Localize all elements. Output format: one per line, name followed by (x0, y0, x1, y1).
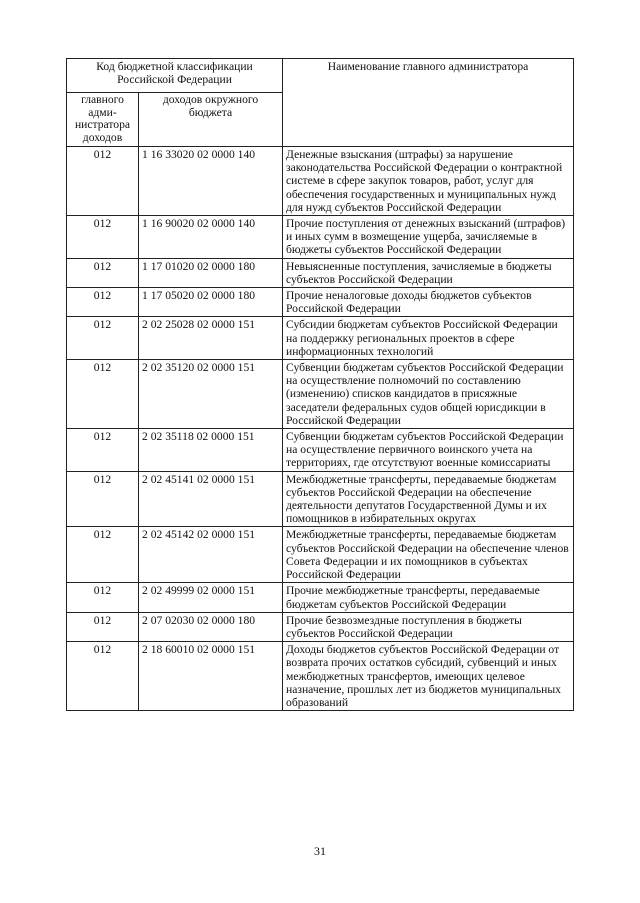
administrator-name-cell: Денежные взыскания (штрафы) за нарушение законодательства Российской Федерации о контрактной системе в сфере закупок товаров, работ, услуг для обеспечения государственных и муниципальных нужд для нужд субъектов Российской Федерации (283, 147, 574, 216)
header-district-budget-income: доходов окружного бюджета (139, 93, 283, 147)
administrator-name-cell: Субсидии бюджетам субъектов Российской Федерации на поддержку региональных проектов в сфере информационных технологий (283, 317, 574, 360)
admin-code-cell: 012 (67, 612, 139, 641)
table-row (67, 612, 574, 641)
budget-classification-table (66, 58, 574, 711)
table-row (67, 360, 574, 429)
income-code-cell: 2 18 60010 02 0000 151 (139, 642, 283, 711)
administrator-name-cell: Невыясненные поступления, зачисляемые в бюджеты субъектов Российской Федерации (283, 258, 574, 287)
administrator-name-cell: Межбюджетные трансферты, передаваемые бюджетам субъектов Российской Федерации на обеспечение деятельности депутатов Государственной Думы и их помощников в избирательных округах (283, 471, 574, 527)
administrator-name-cell: Субвенции бюджетам субъектов Российской Федерации на осуществление полномочий по составлению (изменению) списков кандидатов в присяжные заседатели федеральных судов общей юрисдикции в Российской Федерации (283, 360, 574, 429)
admin-code-cell: 012 (67, 527, 139, 583)
page-number: 31 (314, 844, 326, 858)
admin-code-cell: 012 (67, 258, 139, 287)
income-code-cell: 1 16 90020 02 0000 140 (139, 216, 283, 259)
table-row (67, 642, 574, 711)
admin-code-cell: 012 (67, 429, 139, 472)
income-code-cell: 2 02 25028 02 0000 151 (139, 317, 283, 360)
administrator-name-cell: Прочие безвозмездные поступления в бюджеты субъектов Российской Федерации (283, 612, 574, 641)
administrator-name-cell: Доходы бюджетов субъектов Российской Федерации от возврата прочих остатков субсидий, субвенций и иных межбюджетных трансфертов, имеющих целевое назначение, прошлых лет из бюджетов муниципальных образований (283, 642, 574, 711)
income-code-cell: 1 17 05020 02 0000 180 (139, 288, 283, 317)
income-code-cell: 1 17 01020 02 0000 180 (139, 258, 283, 287)
header-budget-classification-code: Код бюджетной классификации Российской Федерации (67, 59, 283, 93)
income-code-cell: 2 02 45141 02 0000 151 (139, 471, 283, 527)
income-code-cell: 2 02 35120 02 0000 151 (139, 360, 283, 429)
admin-code-cell: 012 (67, 583, 139, 612)
table-row (67, 583, 574, 612)
administrator-name-cell: Прочие неналоговые доходы бюджетов субъектов Российской Федерации (283, 288, 574, 317)
administrator-name-cell: Прочие межбюджетные трансферты, передаваемые бюджетам субъектов Российской Федерации (283, 583, 574, 612)
administrator-name-cell: Прочие поступления от денежных взысканий (штрафов) и иных сумм в возмещение ущерба, зачисляемые в бюджеты субъектов Российской Федерации (283, 216, 574, 259)
table-header (67, 59, 574, 147)
income-code-cell: 2 02 45142 02 0000 151 (139, 527, 283, 583)
administrator-name-cell: Субвенции бюджетам субъектов Российской Федерации на осуществление первичного воинского учета на территориях, где отсутствуют военные комиссариаты (283, 429, 574, 472)
table-row (67, 317, 574, 360)
table-row (67, 429, 574, 472)
header-main-administrator: главного адми-нистратора доходов (67, 93, 139, 147)
admin-code-cell: 012 (67, 147, 139, 216)
table-row (67, 147, 574, 216)
admin-code-cell: 012 (67, 642, 139, 711)
table-row (67, 258, 574, 287)
income-code-cell: 2 02 49999 02 0000 151 (139, 583, 283, 612)
admin-code-cell: 012 (67, 317, 139, 360)
admin-code-cell: 012 (67, 360, 139, 429)
header-administrator-name: Наименование главного администратора (283, 59, 574, 147)
table-row (67, 216, 574, 259)
admin-code-cell: 012 (67, 288, 139, 317)
income-code-cell: 2 02 35118 02 0000 151 (139, 429, 283, 472)
admin-code-cell: 012 (67, 471, 139, 527)
table-row (67, 527, 574, 583)
admin-code-cell: 012 (67, 216, 139, 259)
income-code-cell: 1 16 33020 02 0000 140 (139, 147, 283, 216)
administrator-name-cell: Межбюджетные трансферты, передаваемые бюджетам субъектов Российской Федерации на обеспечение членов Совета Федерации и их помощников в субъектах Российской Федерации (283, 527, 574, 583)
table-row (67, 288, 574, 317)
income-code-cell: 2 07 02030 02 0000 180 (139, 612, 283, 641)
table-row (67, 471, 574, 527)
table-body (67, 147, 574, 711)
